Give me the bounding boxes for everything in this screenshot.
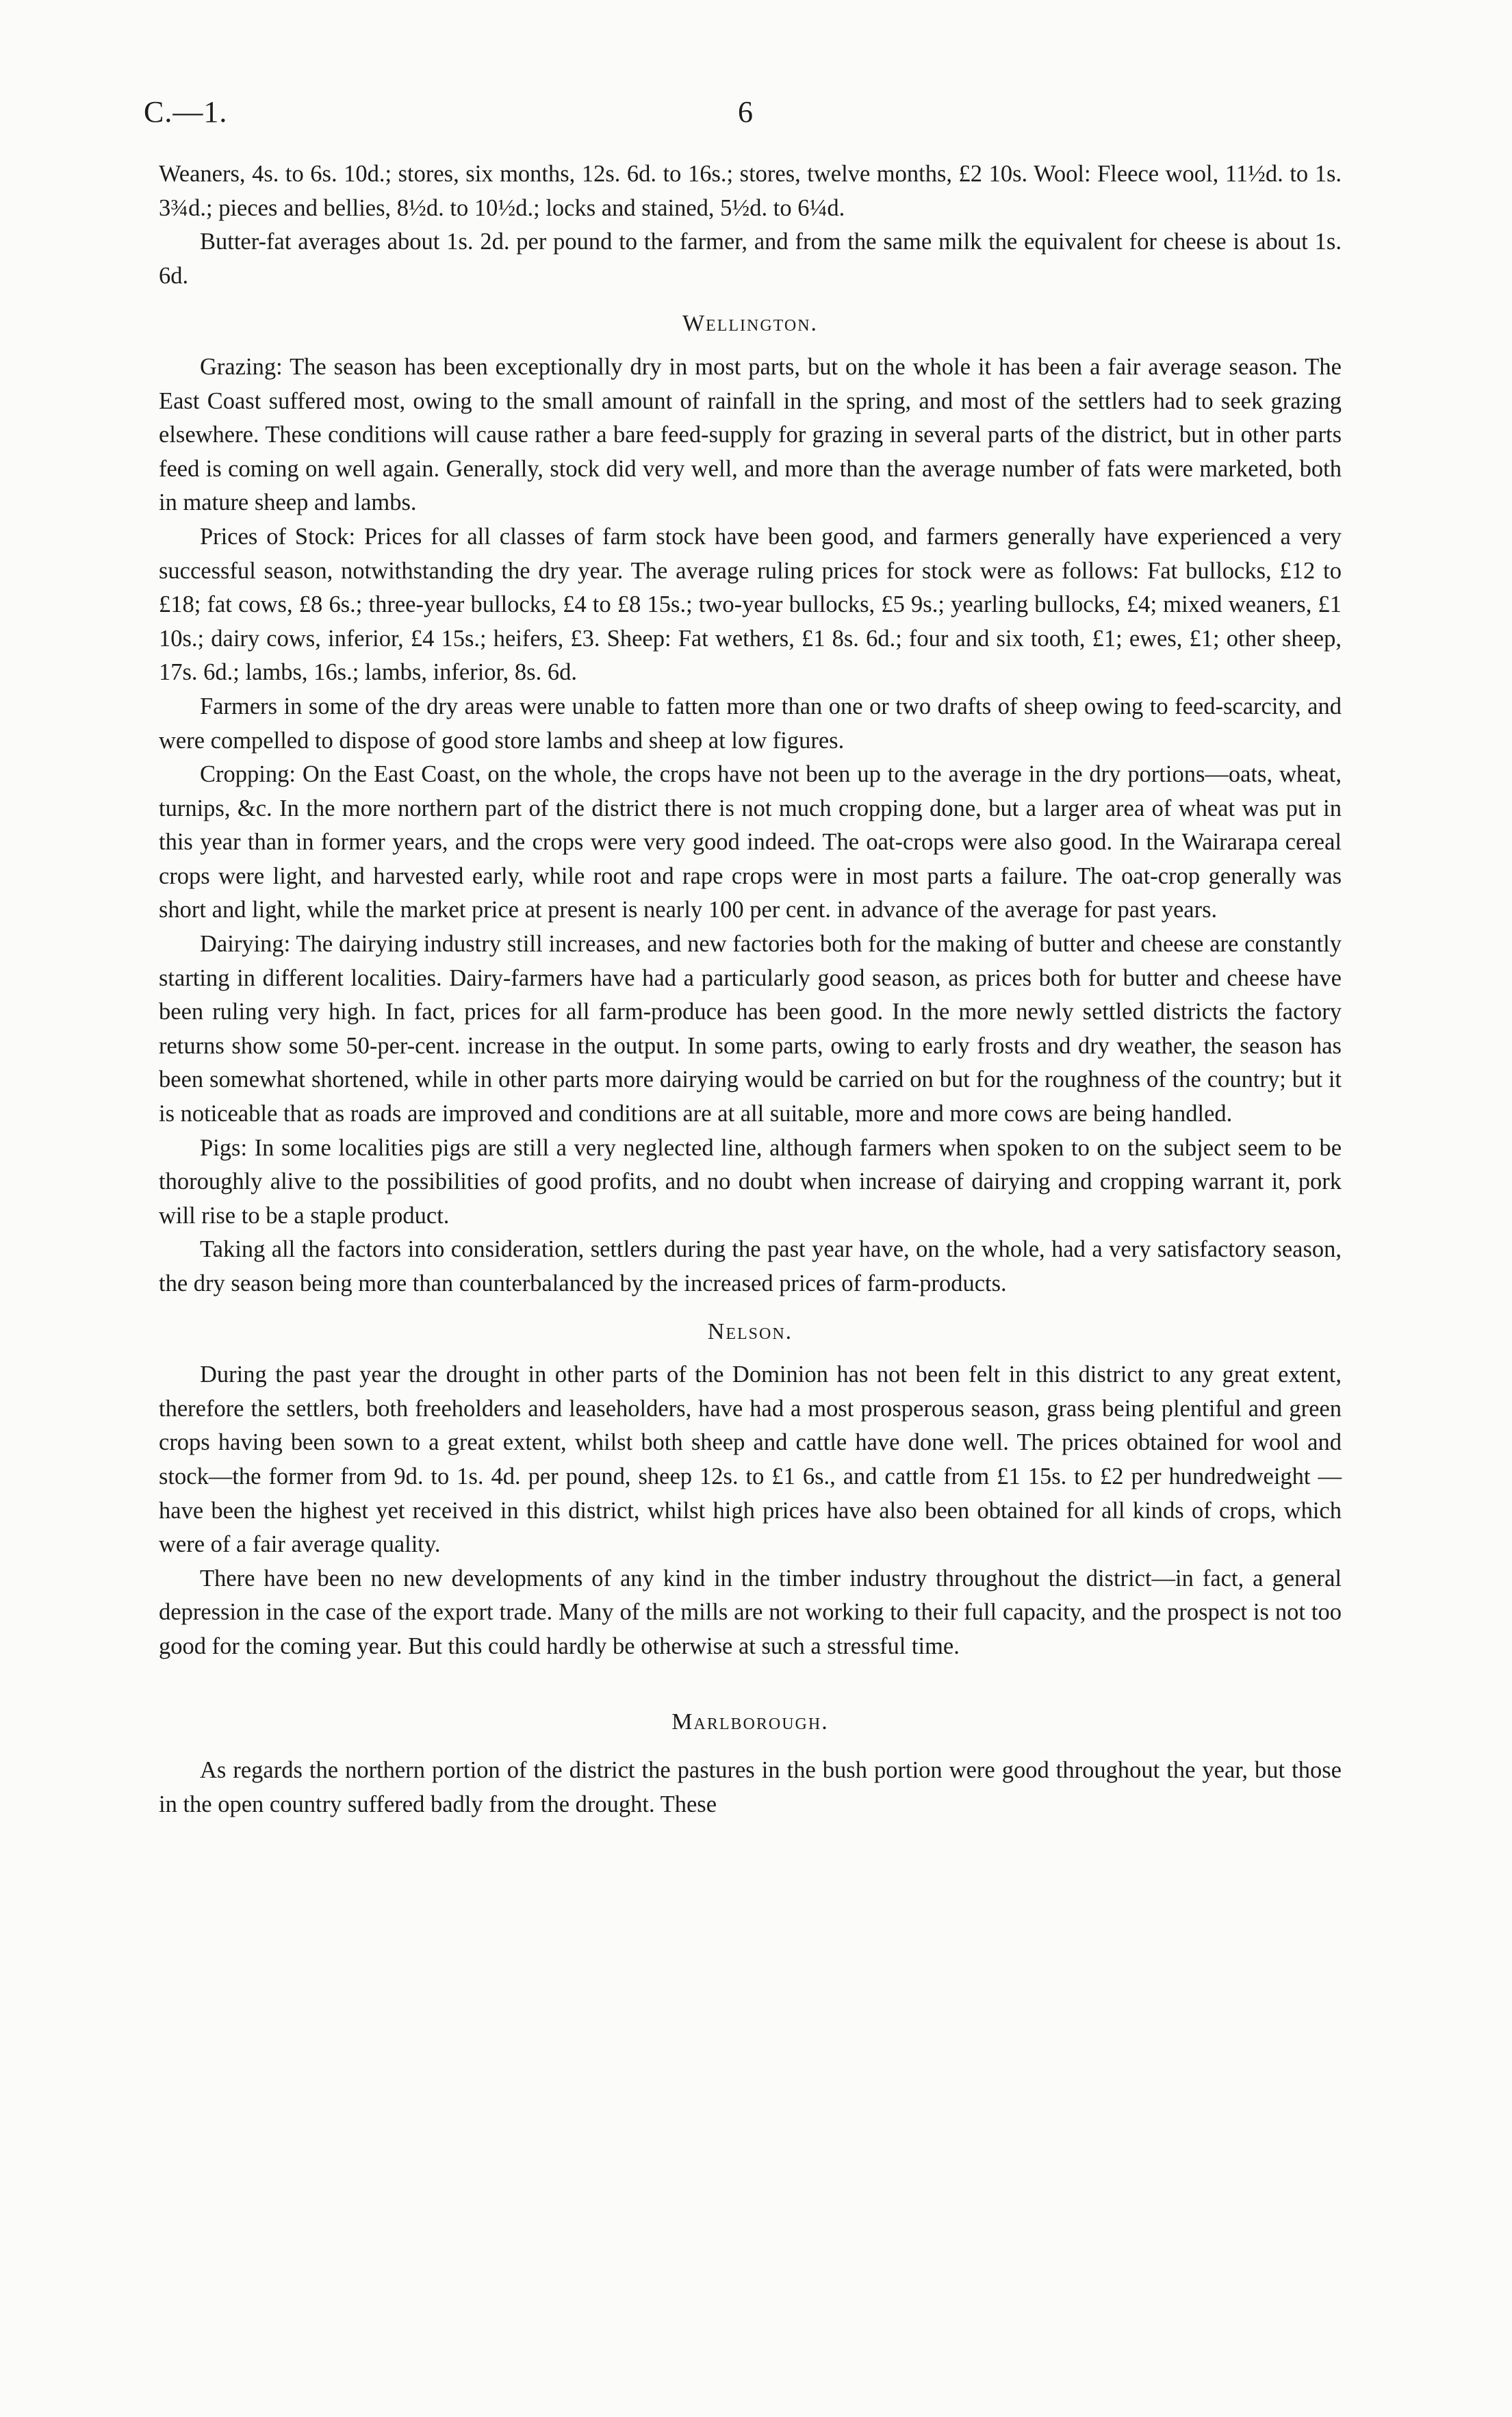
paragraph-weaners-wool: Weaners, 4s. to 6s. 10d.; stores, six months, 12s. 6d. to 16s.; stores, twelve months, £2 10s. Wool: Fleece wool, 11½d. to 1s. 3¾d.; pieces and bellies, 8½d. to 10½d.; locks and stained, 5½d. to 6¼d.	[159, 161, 1342, 221]
paragraph-grazing	[159, 350, 1342, 520]
page-number: 6	[738, 95, 753, 129]
paragraph-nelson-timber: There have been no new developments of any kind in the timber industry throughout the district—in fact, a general depression in the case of the export trade. Many of the mills are not working to their full capacity, and the prospect is not too good for the coming year. But this could hardly be otherwise at such a stressful time.	[159, 1565, 1342, 1659]
paragraph-pigs	[159, 1131, 1342, 1233]
grazing-text: The season has been exceptionally dry in most parts, but on the whole it has been a fair average season. The East Coast suffered most, owing to the small amount of rainfall in the spring, and most of the settlers had to seek grazing elsewhere. These conditions will cause rather a bare feed-supply for grazing in several parts of the district, but in other parts feed is coming on well again. Generally, stock did very well, and more than the average number of fats were marketed, both in mature sheep and lambs.	[159, 353, 1342, 516]
section-heading-wellington: Wellington.	[682, 311, 819, 337]
cropping-label: Cropping:	[200, 761, 296, 788]
document-body	[159, 157, 1342, 1821]
paragraph-butter-fat: Butter-fat averages about 1s. 2d. per pound to the farmer, and from the same milk the equivalent for cheese is about 1s. 6d.	[159, 229, 1342, 289]
grazing-label: Grazing:	[200, 353, 283, 380]
section-heading-nelson: Nelson.	[707, 1318, 793, 1344]
dairying-label: Dairying:	[200, 931, 291, 958]
prices-text: Prices for all classes of farm stock have been good, and farmers generally have experienced a very successful season, notwithstanding the dry year. The average ruling prices for stock were as follows: Fat bullocks, £12 to £18; fat cows, £8 6s.; three-year bullocks, £4 to £8 15s.; two-year bullocks, £5 9s.; yearling bullocks, £4; mixed weaners, £1 10s.; dairy cows, inferior, £4 15s.; heifers, £3. Sheep: Fat wethers, £1 8s. 6d.; four and six tooth, £1; ewes, £1; other sheep, 17s. 6d.; lambs, 16s.; lambs, inferior, 8s. 6d.	[159, 523, 1342, 686]
paragraph-dairying	[159, 928, 1342, 1131]
paragraph-farmers: Farmers in some of the dry areas were unable to fatten more than one or two drafts of sheep owing to feed-scarcity, and were compelled to dispose of good store lambs and sheep at low figures.	[159, 693, 1342, 754]
prices-label: Prices of Stock:	[200, 523, 356, 550]
section-heading-marlborough: Marlborough.	[671, 1709, 829, 1735]
cropping-text: On the East Coast, on the whole, the crops have not been up to the average in the dry portions—oats, wheat, turnips, &c. In the more northern part of the district there is not much cropping done, but a larger area of wheat was put in this year than in former years, and the crops were very good indeed. The oat-crops were also good. In the Wairarapa cereal crops were light, and harvested early, while root and rape crops were in most parts a failure. The oat-crop generally was short and light, while the market price at present is nearly 100 per cent. in advance of the average for past years.	[159, 761, 1342, 923]
paragraph-marlborough: As regards the northern portion of the district the pastures in the bush portion were good throughout the year, but those in the open country suffered badly from the drought. These	[159, 1757, 1342, 1817]
paragraph-prices-of-stock	[159, 520, 1342, 690]
paragraph-cropping	[159, 758, 1342, 928]
series-reference: C.—1.	[144, 95, 228, 129]
pigs-text: In some localities pigs are still a very neglected line, although farmers when spoken to on the subject seem to be thoroughly alive to the possibilities of good profits, and no doubt when increase of dairying and cropping warrant it, pork will rise to be a staple product.	[159, 1134, 1342, 1229]
paragraph-summary: Taking all the factors into consideration, settlers during the past year have, on the whole, had a very satisfactory season, the dry season being more than counterbalanced by the increased prices of farm-products.	[159, 1236, 1342, 1296]
dairying-text: The dairying industry still increases, and new factories both for the making of butter and cheese are constantly starting in different localities. Dairy-farmers have had a particularly good season, as prices both for butter and cheese have been ruling very high. In fact, prices for all farm-produce has been good. In the more newly settled districts the factory returns show some 50-per-cent. increase in the output. In some parts, owing to early frosts and dry weather, the season has been somewhat shortened, while in other parts more dairying would be carried on but for the roughness of the country; but it is noticeable that as roads are improved and conditions are at all suitable, more and more cows are being handled.	[159, 931, 1342, 1127]
paragraph-nelson-season: During the past year the drought in other parts of the Dominion has not been felt in this district to any great extent, therefore the settlers, both freeholders and leaseholders, have had a most prosperous season, grass being plentiful and green crops having been sown to a great extent, whilst both sheep and cattle have done well. The prices obtained for wool and stock—the former from 9d. to 1s. 4d. per pound, sheep 12s. to £1 6s., and cattle from £1 15s. to £2 per hundredweight — have been the highest yet received in this district, whilst high prices have also been obtained for all kinds of crops, which were of a fair average quality.	[159, 1361, 1342, 1558]
pigs-label: Pigs:	[200, 1134, 248, 1161]
